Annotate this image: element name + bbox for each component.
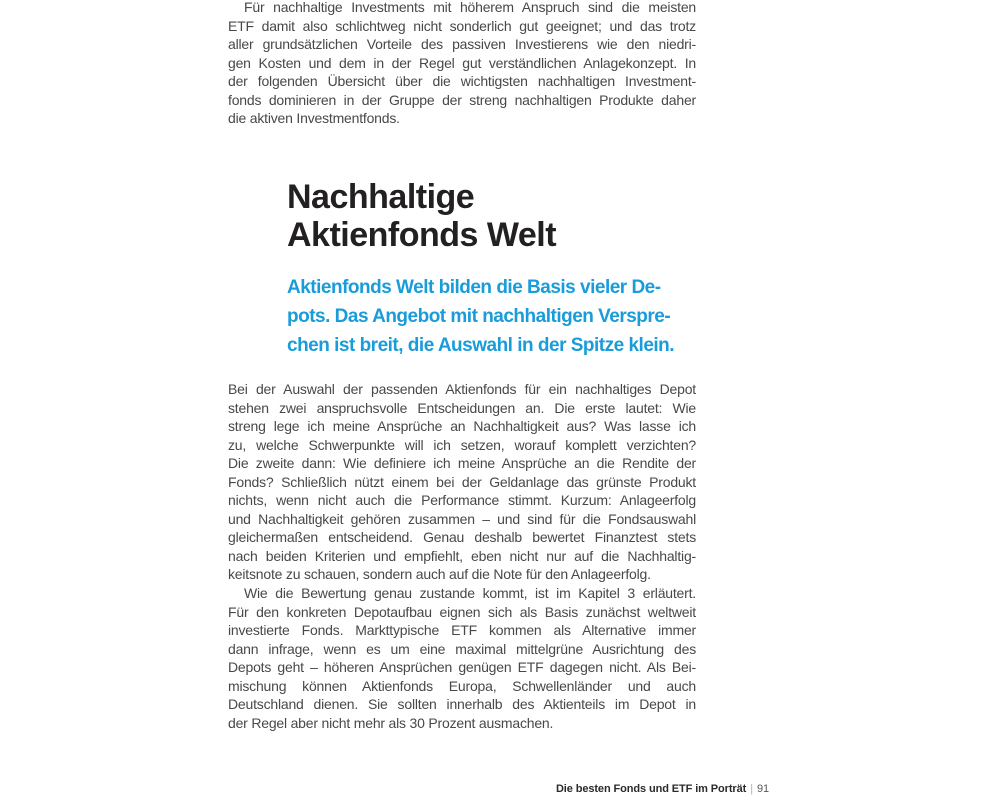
text-line: Aktienfonds Welt	[287, 216, 557, 254]
text-line: und Nachhaltigkeit gehören zusammen – und sind für die Fondsauswahl	[228, 510, 696, 527]
footer-page-number: 91	[756, 783, 769, 795]
article-title	[287, 178, 767, 254]
intro-paragraph	[228, 0, 696, 128]
text-line: Für den konkreten Depotaufbau eignen sich als Basis zunächst weltweit	[228, 603, 696, 620]
article-body	[228, 380, 696, 732]
article-lead	[287, 273, 707, 360]
text-line: Aktienfonds Welt bilden die Basis vieler De-	[287, 277, 661, 298]
body-paragraph-2	[228, 584, 696, 732]
text-line: chen ist breit, die Auswahl in der Spitze klein.	[287, 335, 675, 356]
page-footer	[556, 783, 769, 796]
text-line: fonds dominieren in der Gruppe der streng nachhaltigen Produkte daher	[228, 91, 696, 108]
text-line: dann infrage, wenn es um eine maximal mittelgrüne Ausrichtung des	[228, 640, 696, 657]
text-line: nach beiden Kriterien und empfiehlt, eben nicht nur auf die Nachhaltig-	[228, 547, 696, 564]
text-line: gleichermaßen entscheidend. Genau deshalb bewertet Finanztest stets	[228, 529, 696, 546]
text-line: Bei der Auswahl der passenden Aktienfonds für ein nachhaltiges Depot	[228, 381, 696, 397]
text-line: investierte Fonds. Markttypische ETF kommen als Alternative immer	[228, 622, 696, 639]
text-line: Fonds? Schließlich nützt einem bei der Geldanlage das grünste Produkt	[228, 473, 696, 490]
text-line: streng lege ich meine Ansprüche an Nachhaltigkeit aus? Was lasse ich	[228, 418, 696, 435]
text-line: stehen zwei anspruchsvolle Entscheidungen an. Die erste lautet: Wie	[228, 399, 696, 416]
text-line: Depots geht – höheren Ansprüchen genügen ETF dagegen nicht. Als Bei-	[228, 659, 696, 676]
text-line: nichts, wenn nicht auch die Performance stimmt. Kurzum: Anlageerfolg	[228, 492, 696, 509]
body-paragraph-1	[228, 380, 696, 584]
text-line: der folgenden Übersicht über die wichtigsten nachhaltigen Investment-	[228, 73, 696, 89]
footer-chapter-title: Die besten Fonds und ETF im Porträt	[555, 783, 747, 795]
text-line: die aktiven Investmentfonds.	[228, 110, 400, 126]
text-line: der Regel aber nicht mehr als 30 Prozent ausmachen.	[228, 714, 554, 731]
text-line: Für nachhaltige Investments mit höherem Anspruch sind die meisten	[244, 0, 696, 15]
text-line: keitsnote zu schauen, sondern auch auf die Note für den Anlageerfolg.	[228, 566, 651, 583]
text-line: gen Kosten und dem in der Regel gut verständlichen Anlagekonzept. In	[228, 54, 696, 71]
text-line: mischung können Aktienfonds Europa, Schwellenländer und auch	[228, 677, 696, 694]
text-line: zu, welche Schwerpunkte will ich setzen, worauf komplett verzichten?	[228, 436, 696, 453]
text-line: ETF damit also schlichtweg nicht sonderlich gut geeignet; und das trotz	[228, 17, 696, 34]
footer-separator: |	[750, 783, 753, 795]
text-line: Nachhaltige	[287, 178, 475, 216]
text-line: aller grundsätzlichen Vorteile des passiven Investierens wie den niedri-	[228, 36, 696, 52]
text-line: Wie die Bewertung genau zustande kommt, ist im Kapitel 3 erläutert.	[244, 585, 696, 602]
text-line: Die zweite dann: Wie definiere ich meine Ansprüche an die Rendite der	[228, 455, 696, 472]
text-line: Deutschland dienen. Sie sollten innerhalb des Aktienteils im Depot in	[228, 696, 696, 713]
text-line: pots. Das Angebot mit nachhaltigen Verspre-	[287, 306, 671, 327]
